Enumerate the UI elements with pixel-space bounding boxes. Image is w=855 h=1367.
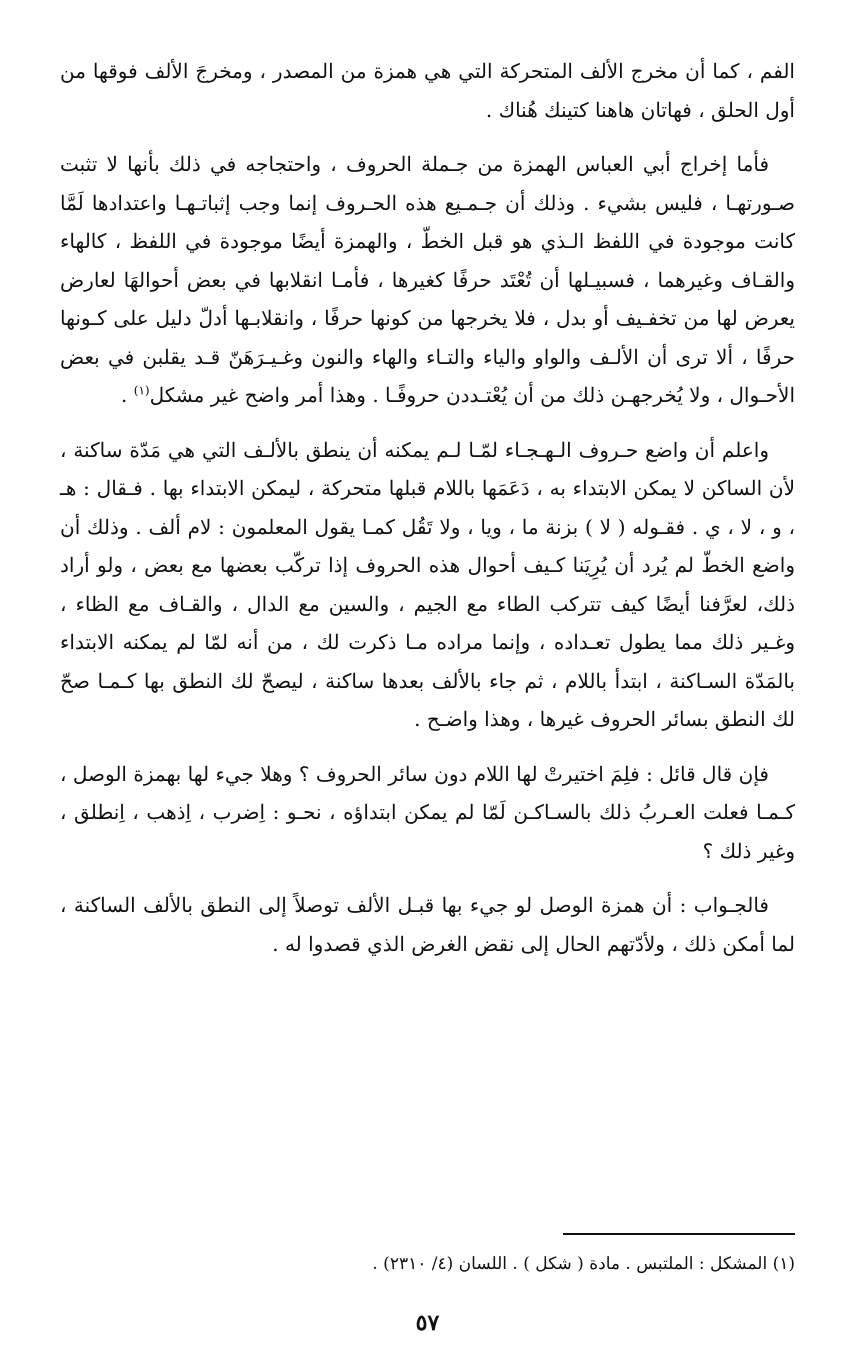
- paragraph-4-text: فإن قال قائل : فلِمَ اختيرتْ لها اللام دون سائر الحروف ؟ وهلا جيء لها بهمزة الوصل ، كـمـا فعلت العـربُ ذلك بالسـاكـن لَمّا لم يمكن ابتداؤه ، نحـو : اِضرب ، اِذهب ، اِنطلق ، وغير ذلك ؟: [60, 761, 795, 863]
- paragraph-2: [60, 145, 795, 415]
- paragraph-1-text: الفم ، كما أن مخرج الألف المتحركة التي هي همزة من المصدر ، ومخرجَ الألف فوقها من أول الحلق ، فهاتان هاهنا كتينك هُناك .: [60, 59, 795, 122]
- footnote-text: (١) المشكل : الملتبس . مادة ( شكل ) . اللسان (٤/ ٢٣١٠) .: [372, 1254, 795, 1274]
- footnote-reference[interactable]: (١): [133, 383, 150, 398]
- paragraph-4: [60, 755, 795, 871]
- page-number: ٥٧: [415, 1310, 440, 1336]
- paragraph-3-text: واعلم أن واضع حـروف الـهـجـاء لمّـا لـم يمكنه أن ينطق بالألـف التي هي مَدّة ساكنة ، لأن الساكن لا يمكن الابتداء به ، دَعَمَها باللام قبلها متحركة ، ليمكن الابتداء بها . فـقال : هـ ، و ، لا ، ي . فقـوله ( لا ) بزنة ما ، ويا ، ولا تَقُل كمـا يقول المعلمون : لام ألف . وذلك أن واضع الخطّ لم يُرد أن يُرِيَنا كـيف أحوال هذه الحروف إذا تركّب بعضها مع بعض ، ولو أراد ذلك، لعرَّفنا أيضًا كيف تتركب الطاء مع الجيم ، والسين مع الدال ، والقـاف مع الظاء ، وغـير ذلك مما يطول تعـداده ، وإنما مراده مـا ذكرت لك ، من أنه لمّا لم يمكنه الابتداء بالمَدّة السـاكنة ، ابتدأ باللام ، ثم جاء بالألف بعدها ساكنة ، ليصحّ لك النطق بها كـمـا صحّ لك النطق بسائر الحروف غيرها ، وهذا واضـح .: [60, 437, 796, 731]
- page-body: [60, 52, 795, 1367]
- paragraph-2-text: فأما إخراج أبي العباس الهمزة من جـملة الحروف ، واحتجاجه في ذلك بأنها لا تثبت صـورتهـا ، فليس بشيء . وذلك أن جـمـيع هذه الحـروف إنما وجب إثباتـهـا واعتدادها لَمَّا كانت موجودة في اللفظ الـذي هو قبل الخطّ ، والهمزة أيضًا موجودة في اللفظ ، كالهاء والقـاف وغيرهما ، فسبيـلها أن تُعْتَد حرفًا كغيرها ، فأمـا انقلابها في بعض أحوالهَا لعارض يعرض لها من تخفـيف أو بدل ، فلا يخرجها من كونها حرفًا ، وانقلابـها أدلّ دليل على كـونها حرفًا ، ألا ترى أن الألـف والواو والياء والتـاء والهاء والنون وغـيـرَهَنّ قـد يقلبن في بعض الأحـوال ، ولا يُخرجهـن ذلك من أن يُعْتـددن حروفًـا . وهذا أمر واضح غير مشكل: [60, 152, 795, 407]
- footnote: [60, 1250, 795, 1278]
- paragraph-5: [60, 886, 795, 963]
- paragraph-1: [60, 52, 795, 129]
- paragraph-3: [60, 431, 795, 739]
- footnote-divider: [563, 1233, 795, 1235]
- paragraph-5-text: فالجـواب : أن همزة الوصل لو جيء بها قبـل الألف توصلاً إلى النطق بالألف الساكنة ، لما أمكن ذلك ، ولأدّتهم الحال إلى نقض الغرض الذي قصدوا له .: [60, 893, 795, 956]
- paragraph-2-tail: .: [121, 383, 134, 407]
